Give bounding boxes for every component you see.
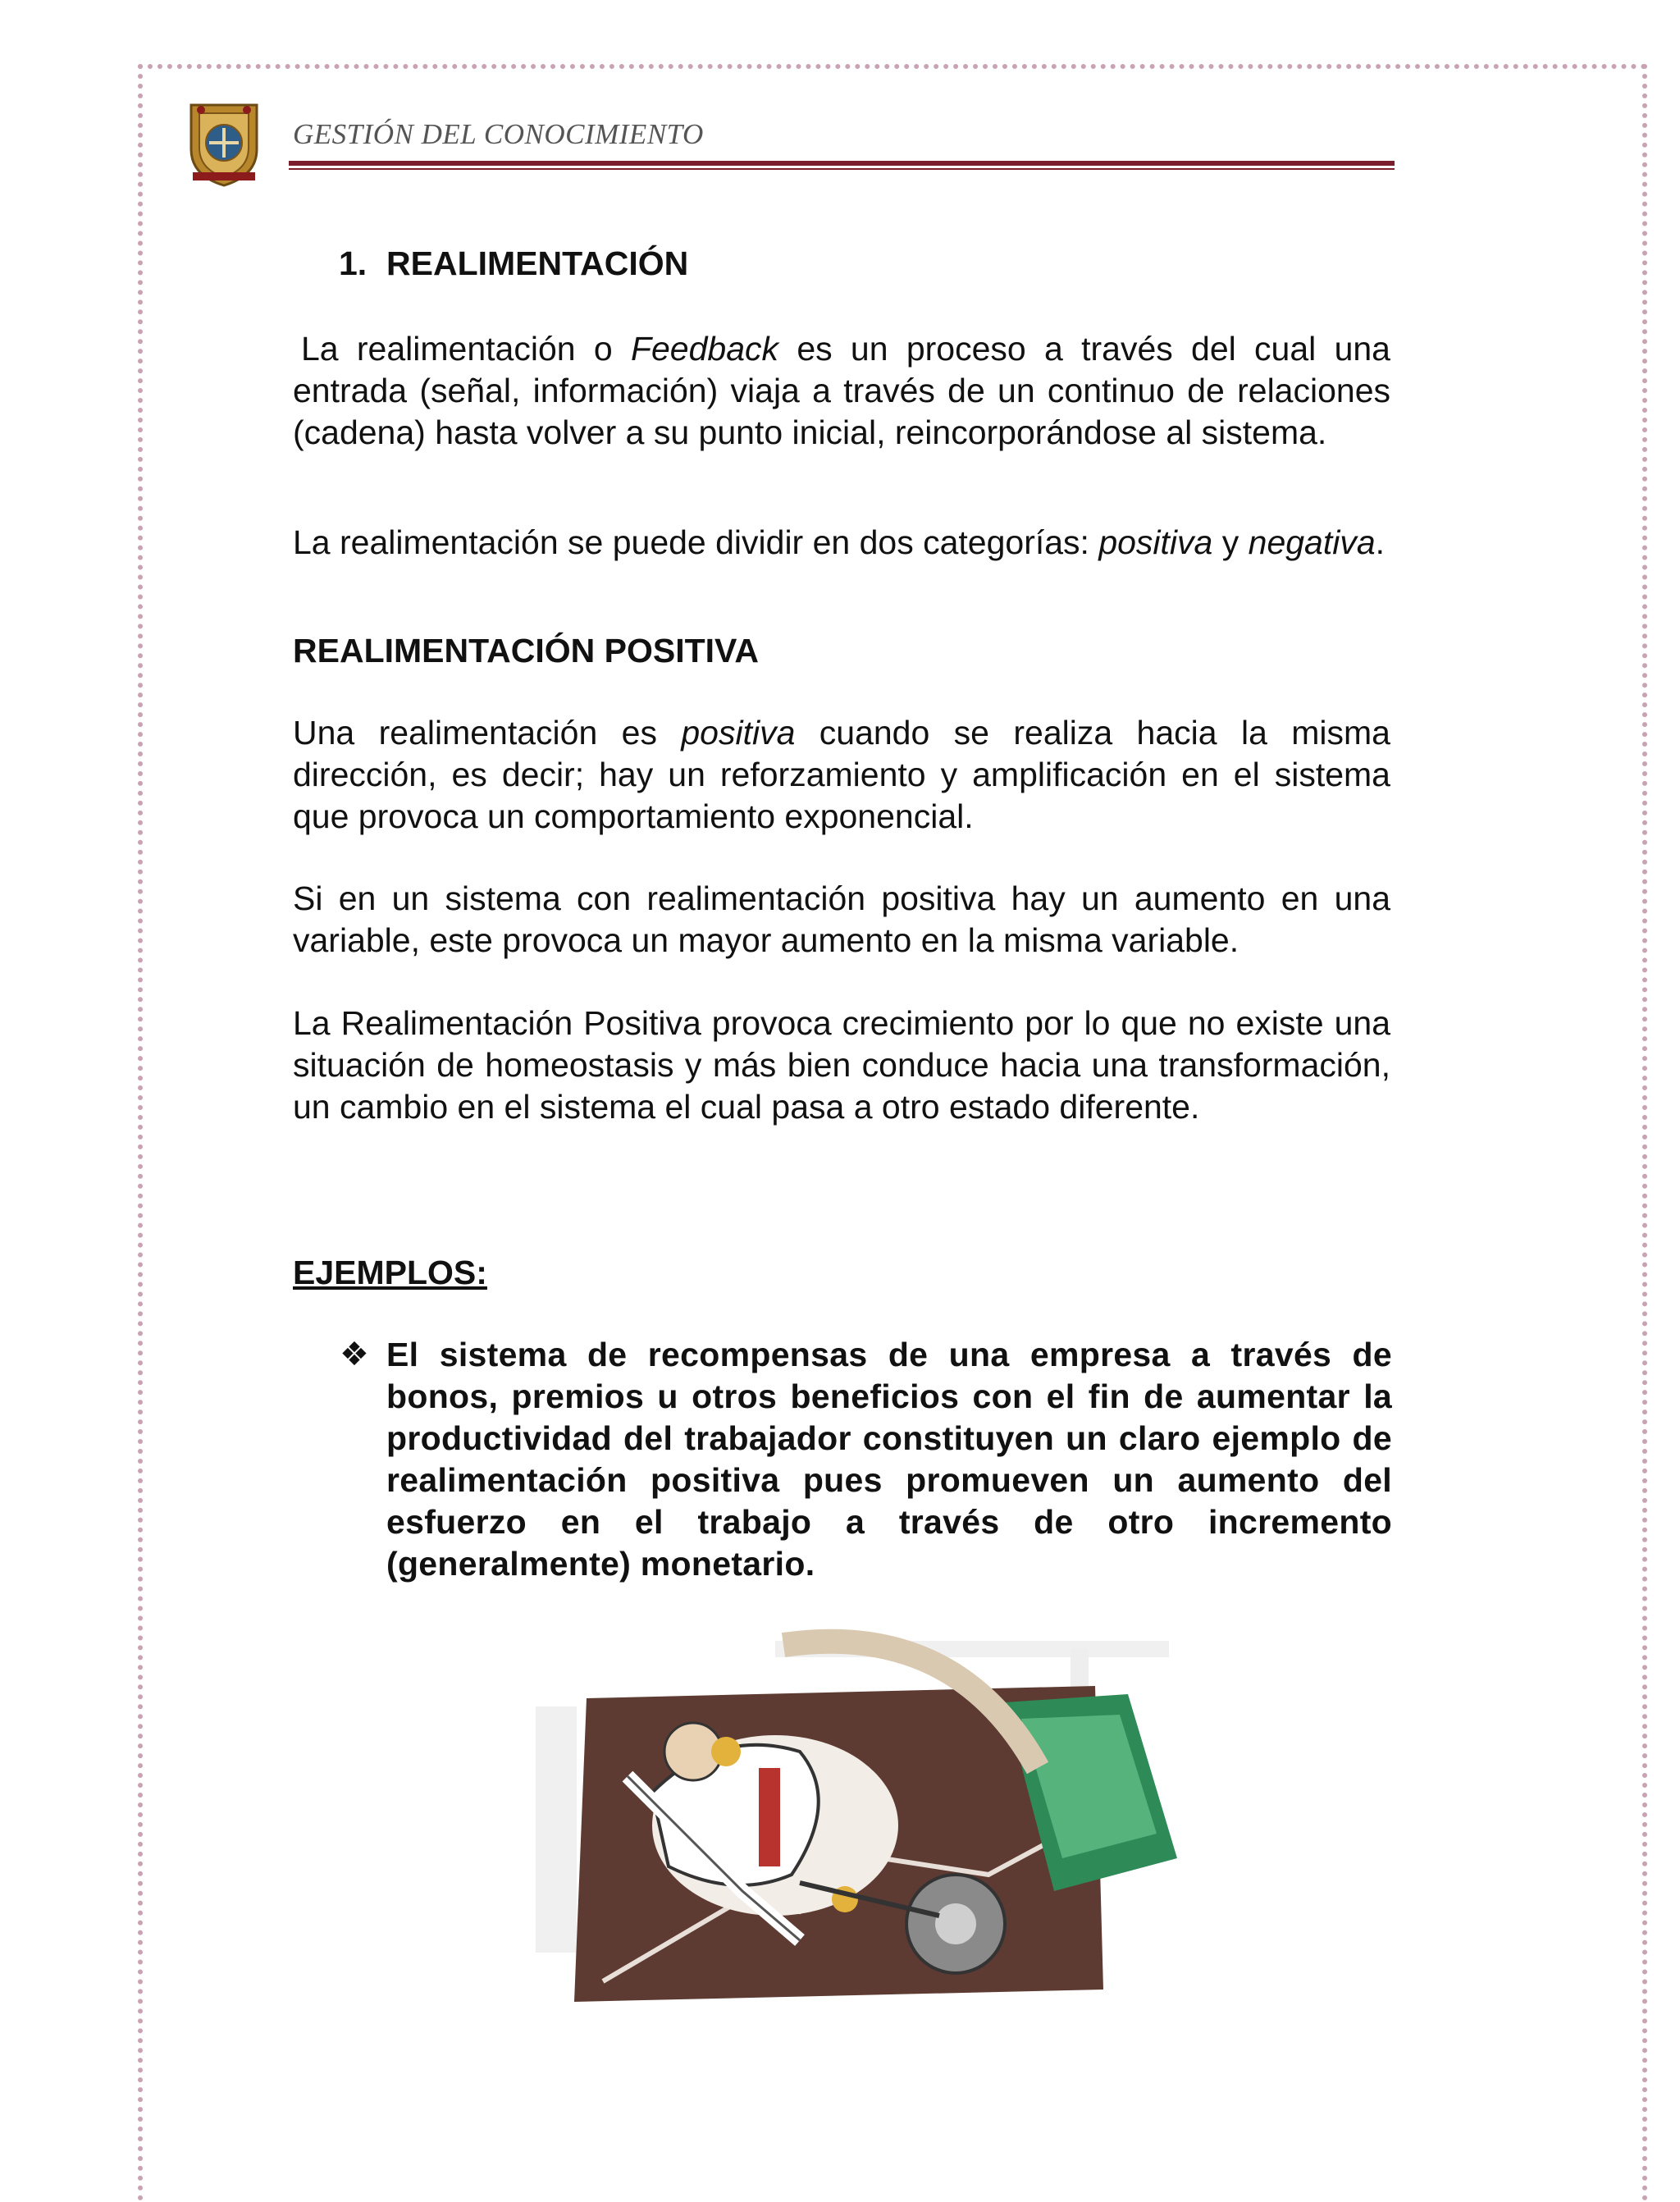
- positive-paragraph-3: La Realimentación Positiva provoca crecimiento por lo que no existe una situación de homeostasis y más bien conduce hacia una transformación, un cambio en el sistema el cual pasa a otro estado diferente.: [293, 1004, 1390, 1126]
- categories-paragraph: [293, 522, 1390, 564]
- intro-text-b: es un proceso a través del cual una entrada (señal, información) viaja a través de un continuo de relaciones (cadena) hasta volver a su punto inicial, reincorporándose al sistema.: [293, 330, 1390, 451]
- positive-feedback-heading: REALIMENTACIÓN POSITIVA: [293, 632, 759, 669]
- section-title: REALIMENTACIÓN: [386, 244, 689, 282]
- intro-text-a: La realimentación o: [301, 330, 631, 368]
- header-rule: [289, 161, 1395, 170]
- worker-cranking-money-illustration: [529, 1629, 1198, 2010]
- positive-paragraph-2: Si en un sistema con realimentación positiva hay un aumento en una variable, este provoca un mayor aumento en la misma variable.: [293, 879, 1390, 959]
- section-number: 1.: [339, 244, 368, 282]
- header-title: GESTIÓN DEL CONOCIMIENTO: [293, 118, 704, 150]
- categories-text: La realimentación se puede dividir en dos categorías:: [293, 523, 1099, 561]
- intro-paragraph: [293, 328, 1390, 454]
- categories-y: y: [1212, 523, 1249, 561]
- categories-positiva: positiva: [1098, 523, 1213, 561]
- example-item-1: El sistema de recompensas de una empresa a través de bonos, premios u otros beneficios con el fin de aumentar la productividad del trabajador constituyen un claro ejemplo de realimentación positiva pues promueven un aumento del esfuerzo en el trabajo a través de otro incremento (generalmente) monetario.: [386, 1336, 1392, 1583]
- section-heading: [339, 244, 688, 283]
- positive-paragraph-1: [293, 712, 1390, 838]
- examples-heading: EJEMPLOS:: [293, 1254, 487, 1291]
- positive-p1-text-a: Una realimentación es: [293, 714, 682, 752]
- intro-feedback-term: Feedback: [630, 330, 779, 368]
- categories-dot: .: [1375, 523, 1386, 561]
- positive-p1-term: positiva: [681, 714, 796, 752]
- university-crest-icon: [185, 100, 263, 187]
- diamond-bullet-icon: ❖: [340, 1336, 369, 1373]
- categories-negativa: negativa: [1248, 523, 1376, 561]
- positive-p1-text-b: cuando se realiza hacia la misma dirección, es decir; hay un reforzamiento y amplificación en el sistema que provoca un comportamiento exponencial.: [293, 714, 1390, 835]
